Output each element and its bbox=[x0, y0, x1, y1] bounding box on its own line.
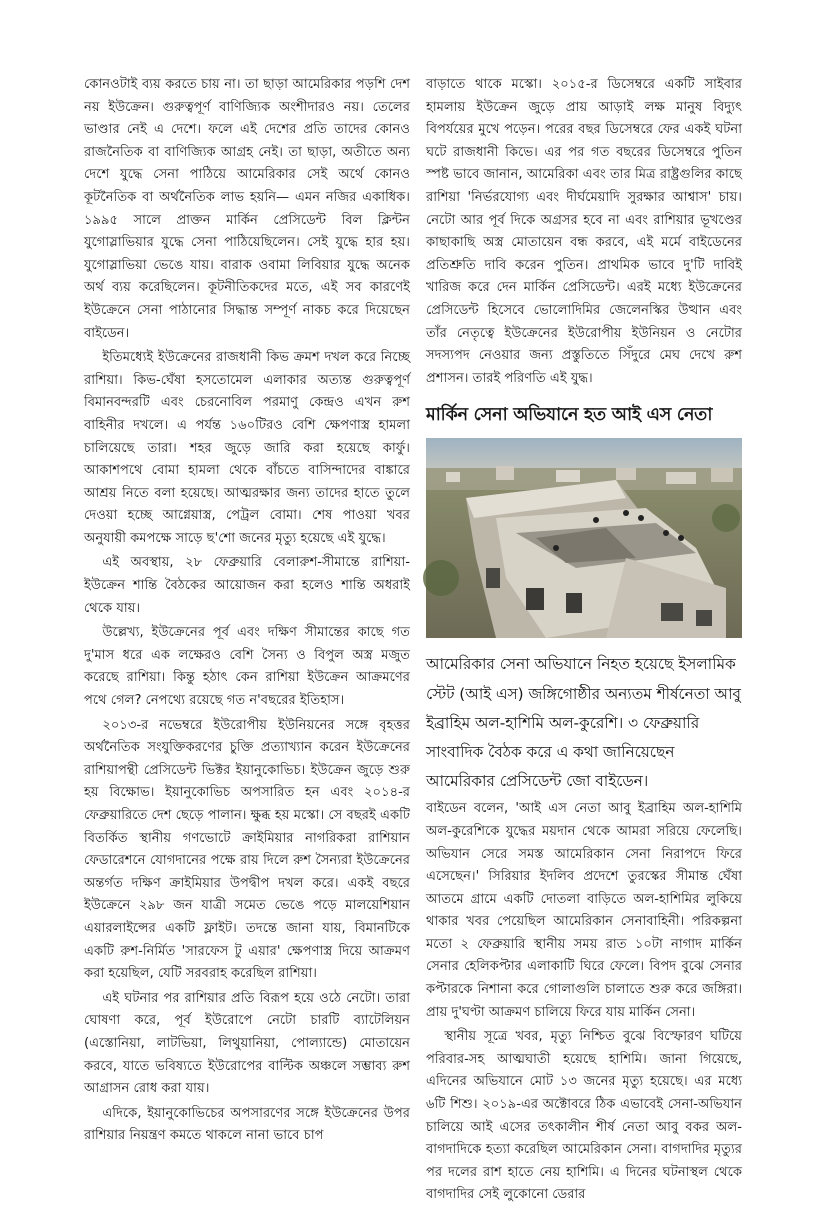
left-column bbox=[84, 74, 410, 1148]
article-paragraph: এই অবস্থায়, ২৮ ফেব্রুয়ারি বেলারুশ-সীমান্তে রাশিয়া-ইউক্রেন শান্তি বৈঠকের আয়োজন করা হলেও শান্তি অধরাই থেকে যায়। bbox=[84, 555, 410, 616]
news-photo bbox=[426, 438, 742, 638]
article-paragraph: বাড়াতে থাকে মস্কো। ২০১৫-র ডিসেম্বরে একটি সাইবার হামলায় ইউক্রেন জুড়ে প্রায় আড়াই লক্ষ মানুষ বিদ্যুৎ বিপর্যয়ের মুখে পড়েন। পরের বছর ডিসেম্বরে ফের একই ঘটনা ঘটে রাজধানী কিভে। এর পর গত বছরের ডিসেম্বরে পুতিন স্পষ্ট ভাবে জানান, আমেরিকা এবং তার মিত্র রাষ্ট্রগুলির কাছে রাশিয়া 'নির্ভরযোগ্য এবং দীর্ঘমেয়াদি সুরক্ষার আশ্বাস' চায়। নেটো আর পূর্ব দিকে অগ্রসর হবে না এবং রাশিয়ার ভূখণ্ডের কাছাকাছি অস্ত্র মোতায়েন বন্ধ করবে, এই মর্মে বাইডেনের প্রতিশ্রুতি দাবি করেন পুতিন। প্রাথমিক ভাবে দু'টি দাবিই খারিজ করে দেন মার্কিন প্রেসিডেন্ট। এরই মধ্যে ইউক্রেনের প্রেসিডেন্ট হিসেবে ভোলোদিমির জেলেনস্কির উত্থান এবং তাঁর নেতৃত্বে ইউক্রেনের ইউরোপীয় ইউনিয়ন ও নেটোর সদস্যপদ নেওয়ার জন্য প্রস্তুতিতে সিঁদুরে মেঘ দেখে রুশ প্রশাসন। তারই পরিণতি এই যুদ্ধ। bbox=[426, 77, 742, 386]
article-paragraph: ২০১৩-র নভেম্বরে ইউরোপীয় ইউনিয়নের সঙ্গে বৃহত্তর অর্থনৈতিক সংযুক্তিকরণের চুক্তি প্রত্যাখ্যান করেন ইউক্রেনের রাশিয়াপন্থী প্রেসিডেন্ট ভিক্টর ইয়ানুকোভিচ। ইউক্রেন জুড়ে শুরু হয় বিক্ষোভ। ইয়ানুকোভিচ অপসারিত হন এবং ২০১৪-র ফেব্রুয়ারিতে দেশ ছেড়ে পালান। ক্ষুব্ধ হয় মস্কো। সে বছরই একটি বিতর্কিত স্থানীয় গণভোটে ক্রাইমিয়ার নাগরিকরা রাশিয়ান ফেডারেশনে যোগদানের পক্ষে রায় দিলে রুশ সৈন্যরা ইউক্রেনের অন্তর্গত দক্ষিণ ক্রাইমিয়ার উপদ্বীপ দখল করে। একই বছরে ইউক্রেনে ২৯৮ জন যাত্রী সমেত ভেঙে পড়ে মালয়েশিয়ান এয়ারলাইন্সের একটি ফ্লাইট। তদন্তে জানা যায়, বিমানটিকে একটি রুশ-নির্মিত 'সারফেস টু এয়ার' ক্ষেপণাস্ত্র দিয়ে আক্রমণ করা হয়েছিল, যেটি সরবরাহ করেছিল রাশিয়া। bbox=[84, 717, 410, 982]
destroyed-building-image bbox=[426, 438, 742, 638]
right-column bbox=[426, 74, 742, 1207]
article-paragraph: স্থানীয় সূত্রে খবর, মৃত্যু নিশ্চিত বুঝে বিস্ফোরণ ঘটিয়ে পরিবার-সহ আত্মঘাতী হয়েছে হাশিমি। জানা গিয়েছে, এদিনের অভিযানে মোট ১৩ জনের মৃত্যু হয়েছে। এর মধ্যে ৬টি শিশু। ২০১৯-এর অক্টোবরে ঠিক এভাবেই সেনা-অভিযান চালিয়ে আই এসের তৎকালীন শীর্ষ নেতা আবু বকর অল-বাগদাদিকে হত্যা করেছিল আমেরিকান সেনা। বাগদাদির মৃত্যুর পর দলের রাশ হাতে নেয় হাশিমি। এ দিনের ঘটনাস্থল থেকে বাগদাদির সেই লুকোনো ডেরার bbox=[426, 1029, 742, 1203]
article-paragraph: বাইডেন বলেন, 'আই এস নেতা আবু ইব্রাহিম অল-হাশিমি অল-কুরেশিকে যুদ্ধের ময়দান থেকে আমরা সরিয়ে ফেলেছি। অভিযান সেরে সমস্ত আমেরিকান সেনা নিরাপদে ফিরে এসেছেন।' সিরিয়ার ইদলিব প্রদেশে তুরস্কের সীমান্ত ঘেঁষা আতমে গ্রামে একটি দোতলা বাড়িতে অল-হাশিমির লুকিয়ে থাকার খবর পেয়েছিল আমেরিকান সেনাবাহিনী। পরিকল্পনা মতো ২ ফেব্রুয়ারি স্থানীয় সময় রাত ১০টা নাগাদ মার্কিন সেনার হেলিকপ্টার এলাকাটি ঘিরে ফেলে। বিপদ বুঝে সেনার কপ্টারকে নিশানা করে গোলাগুলি চালাতে শুরু করে জঙ্গিরা। প্রায় দু'ঘণ্টা আক্রমণ চালিয়ে ফিরে যায় মার্কিন সেনা। bbox=[426, 801, 742, 1020]
photo-caption: আমেরিকার সেনা অভিযানে নিহত হয়েছে ইসলামিক স্টেট (আই এস) জঙ্গিগোষ্ঠীর অন্যতম শীর্ষনেতা আবু ইব্রাহিম অল-হাশিমি অল-কুরেশি। ৩ ফেব্রুয়ারি সাংবাদিক বৈঠক করে এ কথা জানিয়েছেন আমেরিকার প্রেসিডেন্ট জো বাইডেন। bbox=[426, 655, 741, 791]
article-paragraph: উল্লেখ্য, ইউক্রেনের পূর্ব এবং দক্ষিণ সীমান্তের কাছে গত দু'মাস ধরে এক লক্ষেরও বেশি সৈন্য ও বিপুল অস্ত্র মজুত করেছে রাশিয়া। কিন্তু হঠাৎ কেন রাশিয়া ইউক্রেন আক্রমণের পথে গেল? নেপথ্যে রয়েছে গত ন'বছরের ইতিহাস। bbox=[84, 625, 410, 709]
article-paragraph: এই ঘটনার পর রাশিয়ার প্রতি বিরূপ হয়ে ওঠে নেটো। তারা ঘোষণা করে, পূর্ব ইউরোপে নেটো চারটি ব্যাটেলিয়ন (এস্তোনিয়া, লাটভিয়া, লিথুয়ানিয়া, পোল্যান্ডে) মোতায়েন করবে, যাতে ভবিষ্যতে ইউরোপের বাল্টিক অঞ্চলে সম্ভাব্য রুশ আগ্রাসন রোধ করা যায়। bbox=[84, 990, 410, 1097]
article-paragraph: ইতিমধ্যেই ইউক্রেনের রাজধানী কিভ ক্রমশ দখল করে নিচ্ছে রাশিয়া। কিভ-ঘেঁষা হসতোমেল এলাকার অত্যন্ত গুরুত্বপূর্ণ বিমানবন্দরটি এবং চেরনোবিল পরমাণু কেন্দ্রও এখন রুশ বাহিনীর দখলে। এ পর্যন্ত ১৬০টিরও বেশি ক্ষেপণাস্ত্র হামলা চালিয়েছে তারা। শহর জুড়ে জারি করা হয়েছে কার্ফু। আকাশপথে বোমা হামলা থেকে বাঁচতে বাসিন্দাদের বাঙ্কারে আশ্রয় নিতে বলা হয়েছে। আত্মরক্ষার জন্য তাদের হাতে তুলে দেওয়া হচ্ছে আগ্নেয়াস্ত্র, পেট্রল বোমা। শেষ পাওয়া খবর অনুযায়ী কমপক্ষে সাড়ে ছ'শো জনের মৃত্যু হয়েছে এই যুদ্ধে। bbox=[84, 350, 410, 546]
article-paragraph: কোনওটাই ব্যয় করতে চায় না। তা ছাড়া আমেরিকার পড়শি দেশ নয় ইউক্রেন। গুরুত্বপূর্ণ বাণিজ্যিক অংশীদারও নয়। তেলের ভাণ্ডার নেই এ দেশে। ফলে এই দেশের প্রতি তাদের কোনও রাজনৈতিক বা বাণিজ্যিক আগ্রহ নেই। তা ছাড়া, অতীতে অন্য দেশে যুদ্ধে সেনা পাঠিয়ে আমেরিকার সেই অর্থে কোনও কূটনৈতিক বা অর্থনৈতিক লাভ হয়নি— এমন নজির একাধিক। ১৯৯৫ সালে প্রাক্তন মার্কিন প্রেসিডেন্ট বিল ক্লিন্টন যুগোস্লাভিয়ার যুদ্ধে সেনা পাঠিয়েছিলেন। সেই যুদ্ধে হার হয়। যুগোস্লাভিয়া ভেঙে যায়। বারাক ওবামা লিবিয়ার যুদ্ধে অনেক অর্থ ব্যয় করেছিলেন। কূটনীতিকদের মতে, এই সব কারণেই ইউক্রেনে সেনা পাঠানোর সিদ্ধান্ত সম্পূর্ণ নাকচ করে দিয়েছেন বাইডেন। bbox=[84, 77, 410, 341]
article-headline: মার্কিন সেনা অভিযানে হত আই এস নেতা bbox=[426, 405, 713, 426]
article-paragraph: এদিকে, ইয়ানুকোভিচের অপসারণের সঙ্গে ইউক্রেনের উপর রাশিয়ার নিয়ন্ত্রণ কমতে থাকলে নানা ভাবে চাপ bbox=[84, 1105, 410, 1144]
